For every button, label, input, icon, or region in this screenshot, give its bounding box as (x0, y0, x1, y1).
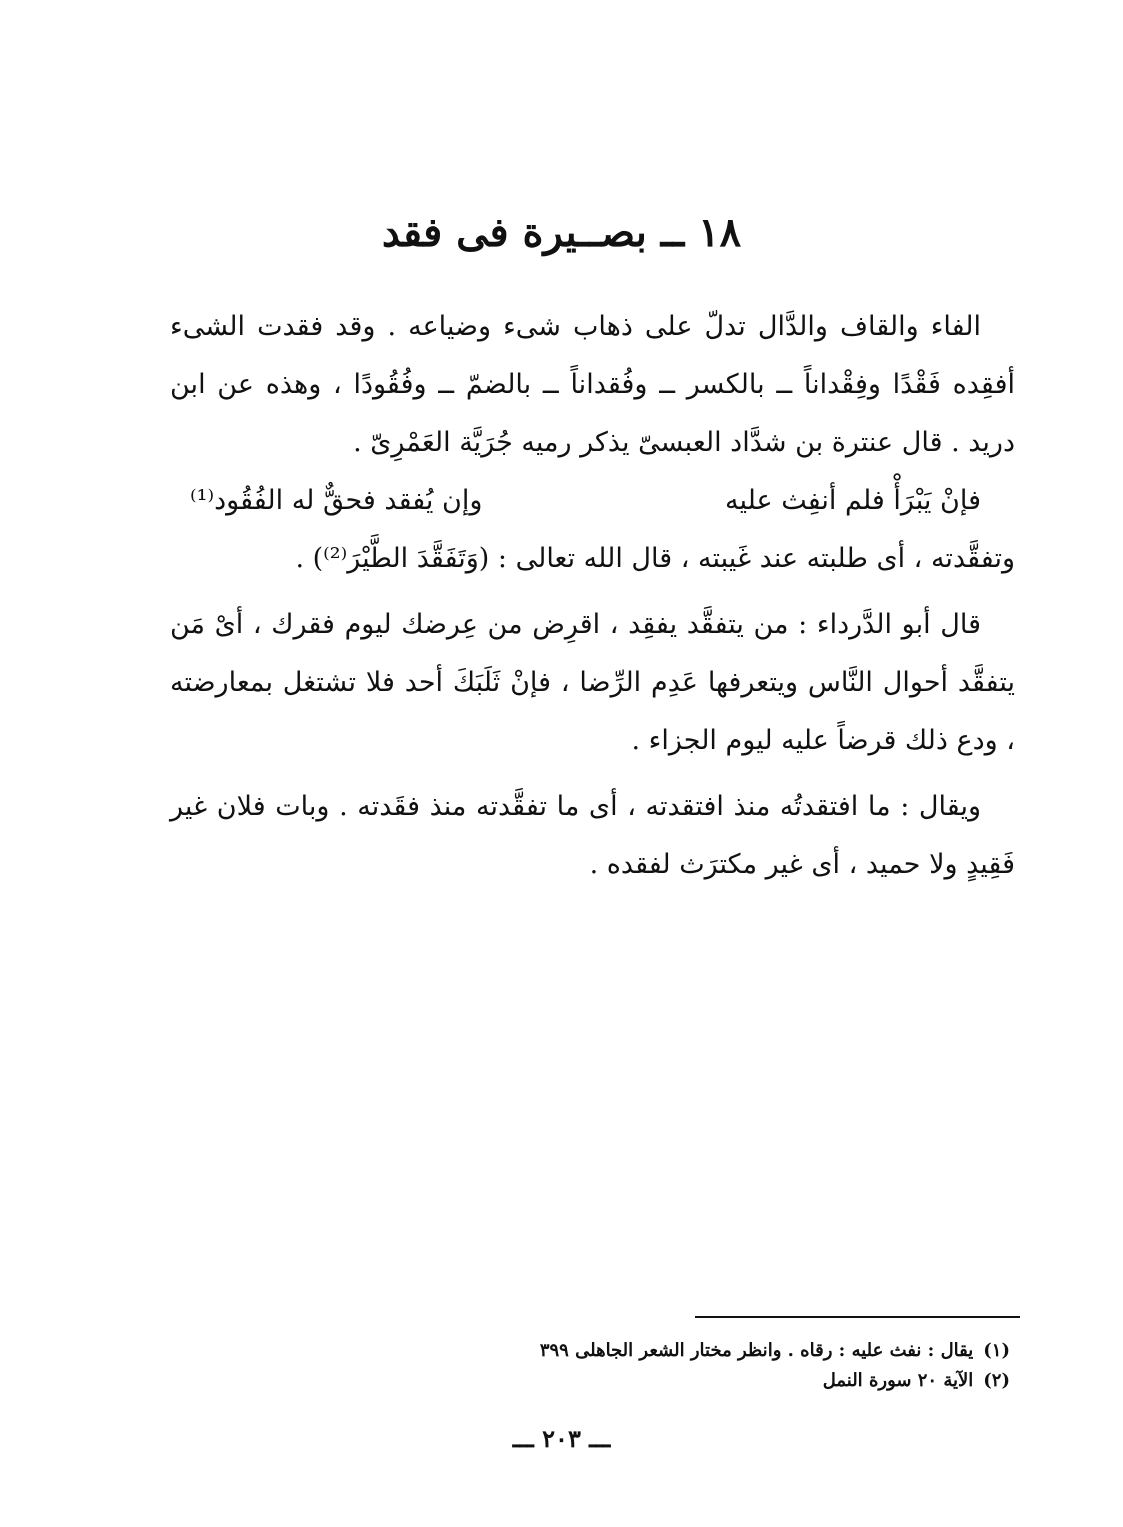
footnote-number: (١) (983, 1340, 1010, 1361)
footnote-number: (٢) (983, 1370, 1010, 1391)
paragraph-2: وتفقَّدته ، أى طلبته عند غَيبته ، قال الله تعالى : (وَتَفَقَّدَ الطَّيْرَ⁽²⁾) . (295, 543, 1015, 574)
page-number: ـــ ٢٠٣ ـــ (512, 1424, 611, 1453)
paragraph-spacer (170, 588, 1015, 596)
verse-second-hemistich: وإن يُفقد فحقٌّ له الفُقُود⁽¹⁾ (190, 485, 483, 516)
footnote-2 (470, 1366, 1010, 1396)
paragraph-spacer (170, 770, 1015, 778)
poetry-verse (170, 472, 1015, 530)
paragraph-3: قال أبو الدَّرداء : من يتفقَّد يفقِد ، اقرِض من عِرضك ليوم فقرك ، أىْ مَن يتفقَّد أحوال النَّاس ويتعرفها عَدِم الرِّضا ، فإنْ ثَلَبَكَ أحد فلا تشتغل بمعارضته ، ودع ذلك قرضاً عليه ليوم الجزاء . (170, 609, 1015, 756)
footnote-1 (470, 1336, 1010, 1366)
paragraph-1: الفاء والقاف والدَّال تدلّ على ذهاب شىء وضياعه . وقد فقدت الشىء أفقِده فَقْدًا وفِقْداناً ــ بالكسر ــ وفُقداناً ــ بالضمّ ــ وفُقُودًا ، وهذه عن ابن دريد . قال عنترة بن شدَّاد العبسىّ يذكر رميه جُرَيَّة العَمْرِىّ . (170, 311, 1015, 458)
section-heading: ١٨ ــ بصــيرة فى فقد (381, 209, 742, 256)
footnote-text: الآية ٢٠ سورة النمل (822, 1370, 974, 1391)
footnote-divider (695, 1316, 1020, 1318)
footnotes (470, 1336, 1010, 1396)
paragraph-4: ويقال : ما افتقدتُه منذ افتقدته ، أى ما تفقَّدته منذ فقَدته . وبات فلان غير فَقِيدٍ ولا حميد ، أى غير مكترَث لفقده . (170, 791, 1015, 880)
body-text (170, 298, 1015, 894)
verse-first-hemistich: فإنْ يَبْرَأْ فلم أنفِث عليه (724, 485, 981, 516)
footnote-text: يقال : نفث عليه : رقاه . وانظر مختار الشعر الجاهلى ٣٩٩ (539, 1340, 974, 1361)
